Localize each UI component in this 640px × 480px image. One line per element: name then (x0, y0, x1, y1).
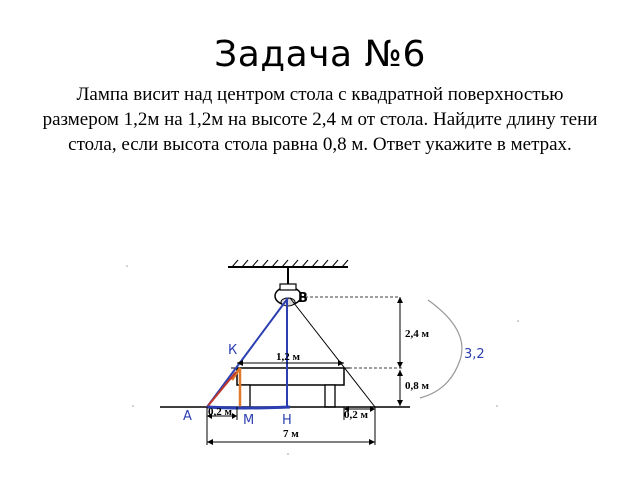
problem-text: Лампа висит над центром стола с квадратной поверхностью размером 1,2м на 1,2м на высоте 2,4 м от стола. Найдите длину тени стола, если высота стола равна 0,8 м. Ответ укажите в метрах. (42, 84, 598, 155)
table-height-label: 0,8 м (405, 380, 429, 392)
page-title: Задача №6 (214, 34, 426, 75)
point-a-label: А (183, 409, 192, 424)
lamp-height-dimension (344, 297, 404, 368)
table (231, 368, 350, 407)
point-h-label: Н (282, 413, 292, 428)
red-hypotenuse (207, 372, 236, 407)
ceiling (228, 260, 348, 267)
table-leg-left (240, 385, 250, 407)
shadow-left-label: 0,2 м (208, 406, 232, 418)
point-m-label: М (243, 413, 255, 428)
table-top (237, 368, 344, 385)
total-shadow-label: 7 м (283, 428, 299, 440)
lamp-height-label: 2,4 м (405, 328, 429, 340)
point-k-label: К (228, 343, 238, 358)
table-width-label: 1,2 м (276, 351, 300, 363)
point-b-label: В (298, 291, 308, 306)
shadow-right-label: 0,2 м (344, 409, 368, 421)
sum-label: 3,2 (464, 347, 485, 362)
table-height-dimension (397, 370, 403, 406)
table-leg-right (325, 385, 335, 407)
